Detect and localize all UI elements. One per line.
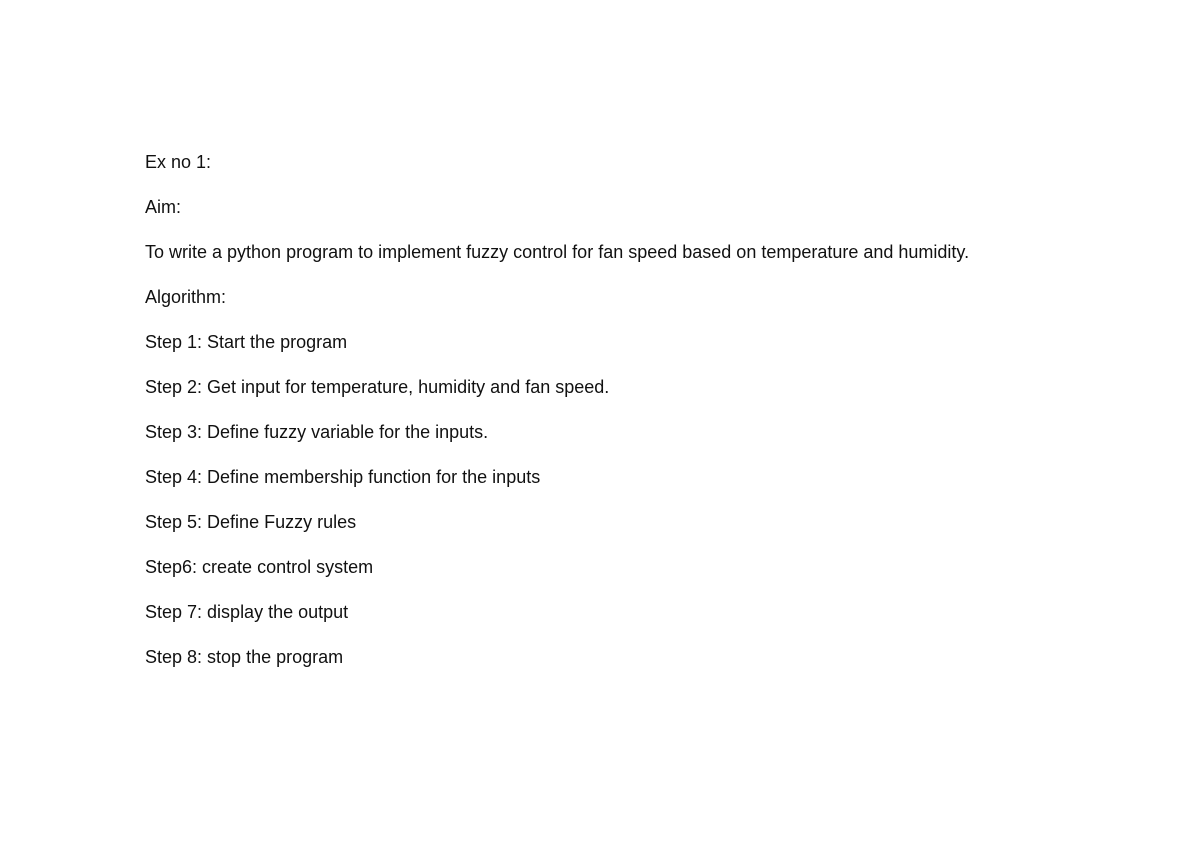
step-item: Step 7: display the output bbox=[145, 602, 349, 622]
step-item: Step 2: Get input for temperature, humidity and fan speed. bbox=[145, 377, 610, 397]
aim-heading: Aim: bbox=[145, 197, 181, 217]
step-item: Step 8: stop the program bbox=[145, 647, 344, 667]
step-item: Step 4: Define membership function for the inputs bbox=[145, 467, 541, 487]
algorithm-steps bbox=[145, 328, 1045, 672]
algorithm-heading: Algorithm: bbox=[145, 287, 227, 307]
exercise-number: Ex no 1: bbox=[145, 152, 212, 172]
aim-text: To write a python program to implement fuzzy control for fan speed based on temperature and humidity. bbox=[145, 242, 970, 262]
step-item: Step 5: Define Fuzzy rules bbox=[145, 512, 357, 532]
step-item: Step 1: Start the program bbox=[145, 332, 348, 352]
step-item: Step 3: Define fuzzy variable for the inputs. bbox=[145, 422, 489, 442]
document-body bbox=[145, 148, 1045, 688]
step-item: Step6: create control system bbox=[145, 557, 374, 577]
